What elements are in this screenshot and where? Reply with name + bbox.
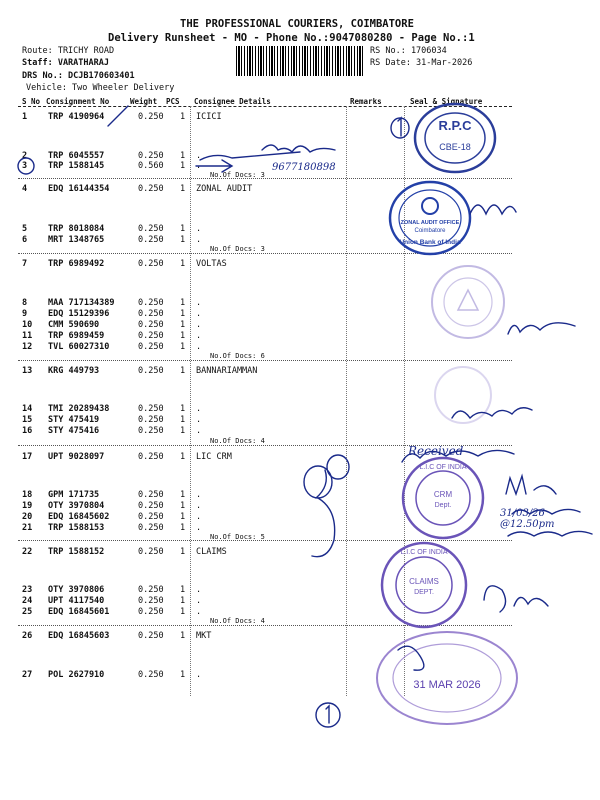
lic-stamp-text: CRM bbox=[433, 490, 453, 499]
row-sno: 9 bbox=[22, 309, 28, 319]
row-consignee: . bbox=[196, 224, 202, 234]
document-title: THE PROFESSIONAL COURIERS, COIMBATORE bbox=[180, 18, 414, 30]
row-weight: 0.250 bbox=[138, 342, 164, 352]
row-sno: 2 bbox=[22, 151, 28, 161]
row-weight: 0.250 bbox=[138, 452, 164, 462]
row-consignee: . bbox=[196, 607, 202, 617]
row-consignment-no: EDQ 16845603 bbox=[48, 631, 110, 641]
lic-stamp-text: Dept. bbox=[434, 502, 452, 509]
handwritten-phone: 9677180898 bbox=[272, 162, 336, 173]
row-pcs: 1 bbox=[180, 309, 186, 319]
row-pcs: 1 bbox=[180, 631, 186, 641]
row-pcs: 1 bbox=[180, 259, 186, 269]
row-weight: 0.250 bbox=[138, 404, 164, 414]
doc-count: No.Of Docs: 4 bbox=[210, 617, 265, 625]
row-sno: 23 bbox=[22, 585, 33, 595]
doc-count: No.Of Docs: 6 bbox=[210, 352, 265, 360]
row-sno: 6 bbox=[22, 235, 28, 245]
lic-stamp-text: L.I.C OF INDIA bbox=[419, 464, 467, 471]
row-consignment-no: TRP 6989459 bbox=[48, 331, 105, 341]
row-pcs: 1 bbox=[180, 112, 186, 122]
row-pcs: 1 bbox=[180, 151, 186, 161]
row-pcs: 1 bbox=[180, 585, 186, 595]
row-sno: 12 bbox=[22, 342, 33, 352]
row-consignee: . bbox=[196, 342, 202, 352]
row-consignment-no: GPM 171735 bbox=[48, 490, 100, 500]
row-consignment-no: STY 475416 bbox=[48, 426, 100, 436]
row-weight: 0.250 bbox=[138, 415, 164, 425]
row-consignee: . bbox=[196, 161, 202, 171]
row-consignment-no: EDQ 16144354 bbox=[48, 184, 110, 194]
union-stamp-text: Union Bank of India bbox=[399, 239, 461, 246]
row-consignee: . bbox=[196, 298, 202, 308]
row-weight: 0.250 bbox=[138, 490, 164, 500]
row-sno: 15 bbox=[22, 415, 33, 425]
row-weight: 0.250 bbox=[138, 184, 164, 194]
row-consignment-no: TRP 1588152 bbox=[48, 547, 105, 557]
row-sno: 21 bbox=[22, 523, 33, 533]
row-consignment-no: TRP 1588153 bbox=[48, 523, 105, 533]
row-consignment-no: TRP 6045557 bbox=[48, 151, 105, 161]
row-consignee: MKT bbox=[196, 631, 212, 641]
row-sno: 1 bbox=[22, 112, 28, 122]
row-sno: 27 bbox=[22, 670, 33, 680]
row-consignee: VOLTAS bbox=[196, 259, 227, 269]
row-weight: 0.250 bbox=[138, 112, 164, 122]
row-pcs: 1 bbox=[180, 512, 186, 522]
row-consignee: BANNARIAMMAN bbox=[196, 366, 258, 376]
row-pcs: 1 bbox=[180, 596, 186, 606]
row-consignee: ZONAL AUDIT bbox=[196, 184, 253, 194]
row-weight: 0.250 bbox=[138, 426, 164, 436]
row-consignment-no: MAA 717134389 bbox=[48, 298, 115, 308]
row-pcs: 1 bbox=[180, 298, 186, 308]
row-consignment-no: OTY 3970804 bbox=[48, 501, 105, 511]
row-consignee: . bbox=[196, 670, 202, 680]
row-pcs: 1 bbox=[180, 404, 186, 414]
row-consignee: . bbox=[196, 235, 202, 245]
doc-count: No.Of Docs: 4 bbox=[210, 437, 265, 445]
row-consignment-no: EDQ 15129396 bbox=[48, 309, 110, 319]
union-stamp-text: ZONAL AUDIT OFFICE bbox=[400, 220, 460, 226]
row-consignment-no: STY 475419 bbox=[48, 415, 100, 425]
row-pcs: 1 bbox=[180, 452, 186, 462]
row-consignee: . bbox=[196, 320, 202, 330]
row-pcs: 1 bbox=[180, 607, 186, 617]
row-consignment-no: EDQ 16845602 bbox=[48, 512, 110, 522]
col-seal: Seal & Signature bbox=[410, 97, 483, 106]
row-sno: 8 bbox=[22, 298, 28, 308]
row-sno: 5 bbox=[22, 224, 28, 234]
col-sno: S No bbox=[22, 97, 41, 106]
row-sno: 10 bbox=[22, 320, 33, 330]
lic-stamp-text: CLAIMS bbox=[409, 577, 439, 586]
row-weight: 0.250 bbox=[138, 151, 164, 161]
row-weight: 0.250 bbox=[138, 224, 164, 234]
row-consignment-no: TRP 1588145 bbox=[48, 161, 105, 171]
row-consignment-no: POL 2627910 bbox=[48, 670, 105, 680]
row-sno: 24 bbox=[22, 596, 33, 606]
row-consignment-no: KRG 449793 bbox=[48, 366, 100, 376]
row-consignee: ICICI bbox=[196, 112, 222, 122]
row-weight: 0.560 bbox=[138, 161, 164, 171]
row-consignee: . bbox=[196, 309, 202, 319]
row-pcs: 1 bbox=[180, 523, 186, 533]
rs-number: RS No.: 1706034 bbox=[370, 46, 447, 56]
row-weight: 0.250 bbox=[138, 585, 164, 595]
row-weight: 0.250 bbox=[138, 331, 164, 341]
row-weight: 0.250 bbox=[138, 607, 164, 617]
row-consignee: . bbox=[196, 585, 202, 595]
route-label: Route: TRICHY ROAD bbox=[22, 46, 115, 56]
row-consignee: CLAIMS bbox=[196, 547, 227, 557]
row-sno: 18 bbox=[22, 490, 33, 500]
row-consignee: . bbox=[196, 596, 202, 606]
row-consignment-no: MRT 1348765 bbox=[48, 235, 105, 245]
row-weight: 0.250 bbox=[138, 235, 164, 245]
row-weight: 0.250 bbox=[138, 631, 164, 641]
dated-stamp-text: 31 MAR 2026 bbox=[413, 679, 481, 691]
row-consignee: . bbox=[196, 415, 202, 425]
row-sno: 3 bbox=[22, 161, 28, 171]
row-pcs: 1 bbox=[180, 366, 186, 376]
row-consignee: LIC CRM bbox=[196, 452, 232, 462]
row-consignment-no: TMI 20289438 bbox=[48, 404, 110, 414]
row-consignee: . bbox=[196, 501, 202, 511]
row-sno: 19 bbox=[22, 501, 33, 511]
row-consignment-no: CMM 590690 bbox=[48, 320, 100, 330]
handwritten-received: Received bbox=[408, 444, 464, 458]
row-consignee: . bbox=[196, 151, 202, 161]
row-consignment-no: UPT 9028097 bbox=[48, 452, 105, 462]
row-consignee: . bbox=[196, 331, 202, 341]
row-pcs: 1 bbox=[180, 501, 186, 511]
row-sno: 26 bbox=[22, 631, 33, 641]
row-weight: 0.250 bbox=[138, 501, 164, 511]
document-subtitle: Delivery Runsheet - MO - Phone No.:9047080280 - Page No.:1 bbox=[108, 32, 475, 44]
row-pcs: 1 bbox=[180, 224, 186, 234]
row-weight: 0.250 bbox=[138, 670, 164, 680]
row-sno: 20 bbox=[22, 512, 33, 522]
lic-stamp-text: L.I.C OF INDIA bbox=[400, 549, 448, 556]
row-sno: 4 bbox=[22, 184, 28, 194]
row-weight: 0.250 bbox=[138, 309, 164, 319]
lic-stamp-text: DEPT. bbox=[414, 589, 434, 596]
row-weight: 0.250 bbox=[138, 366, 164, 376]
row-consignment-no: EDQ 16845601 bbox=[48, 607, 110, 617]
col-consignee: Consignee Details bbox=[194, 97, 271, 106]
row-sno: 17 bbox=[22, 452, 33, 462]
row-sno: 22 bbox=[22, 547, 33, 557]
row-consignee: . bbox=[196, 426, 202, 436]
row-weight: 0.250 bbox=[138, 259, 164, 269]
row-sno: 7 bbox=[22, 259, 28, 269]
row-consignee: . bbox=[196, 404, 202, 414]
row-pcs: 1 bbox=[180, 184, 186, 194]
row-consignment-no: TRP 6989492 bbox=[48, 259, 105, 269]
row-weight: 0.250 bbox=[138, 512, 164, 522]
row-consignment-no: UPT 4117540 bbox=[48, 596, 105, 606]
staff-label: Staff: VARATHARAJ bbox=[22, 58, 109, 68]
row-consignment-no: TRP 4190964 bbox=[48, 112, 105, 122]
row-pcs: 1 bbox=[180, 161, 186, 171]
rpc-stamp-text: CBE-18 bbox=[439, 142, 471, 152]
row-weight: 0.250 bbox=[138, 320, 164, 330]
row-pcs: 1 bbox=[180, 342, 186, 352]
row-pcs: 1 bbox=[180, 331, 186, 341]
row-consignment-no: OTY 3970806 bbox=[48, 585, 105, 595]
drs-number: DRS No.: DCJB170603401 bbox=[22, 71, 135, 81]
row-consignment-no: TRP 8018084 bbox=[48, 224, 105, 234]
row-pcs: 1 bbox=[180, 415, 186, 425]
doc-count: No.Of Docs: 3 bbox=[210, 245, 265, 253]
col-consignment: Consignment No bbox=[46, 97, 110, 106]
row-consignment-no: TVL 60027310 bbox=[48, 342, 110, 352]
doc-count: No.Of Docs: 3 bbox=[210, 171, 265, 179]
row-consignee: . bbox=[196, 523, 202, 533]
doc-count: No.Of Docs: 5 bbox=[210, 533, 265, 541]
row-sno: 16 bbox=[22, 426, 33, 436]
row-sno: 14 bbox=[22, 404, 33, 414]
row-pcs: 1 bbox=[180, 490, 186, 500]
col-pcs: PCS bbox=[166, 97, 180, 106]
row-weight: 0.250 bbox=[138, 596, 164, 606]
col-weight: Weight bbox=[130, 97, 158, 106]
row-sno: 25 bbox=[22, 607, 33, 617]
row-weight: 0.250 bbox=[138, 523, 164, 533]
row-sno: 13 bbox=[22, 366, 33, 376]
row-weight: 0.250 bbox=[138, 547, 164, 557]
union-stamp-text: Coimbatore bbox=[414, 228, 446, 234]
col-remarks: Remarks bbox=[350, 97, 382, 106]
row-consignee: . bbox=[196, 490, 202, 500]
vehicle-label: Vehicle: Two Wheeler Delivery bbox=[26, 83, 175, 93]
rs-date: RS Date: 31-Mar-2026 bbox=[370, 58, 473, 68]
rpc-stamp-text: R.P.C bbox=[438, 118, 472, 133]
row-pcs: 1 bbox=[180, 235, 186, 245]
row-pcs: 1 bbox=[180, 670, 186, 680]
handwritten-date-time: 31/03/26 @12.50pm bbox=[500, 508, 555, 530]
row-weight: 0.250 bbox=[138, 298, 164, 308]
row-pcs: 1 bbox=[180, 426, 186, 436]
row-pcs: 1 bbox=[180, 547, 186, 557]
row-pcs: 1 bbox=[180, 320, 186, 330]
row-sno: 11 bbox=[22, 331, 33, 341]
row-consignee: . bbox=[196, 512, 202, 522]
